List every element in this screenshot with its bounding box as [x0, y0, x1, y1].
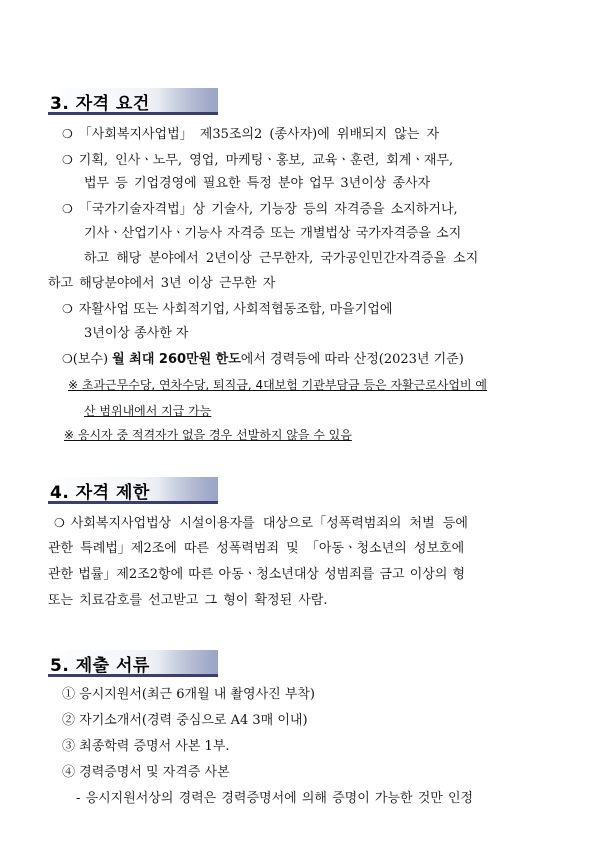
requirement-2: ❍ 기획, 인사ㆍ노무, 영업, 마케팅ㆍ홍보, 교육ㆍ훈련, 회계ㆍ재무, [62, 153, 454, 168]
restriction-line-2: 관한 특례법」제2조에 따른 성폭력범죄 및 「아동ㆍ청소년의 성보호에 [48, 541, 465, 556]
bullet-icon: ❍ [62, 352, 73, 366]
restriction-line-1: ❍ 사회복지사업법상 시설이용자를 대상으로「성폭력범죄의 처벌 등에 [54, 516, 468, 531]
requirement-3-cont-2: 하고 해당 분야에서 2년이상 근무한자, 국가공인민간자격증을 소지 [84, 251, 479, 266]
requirement-4-cont: 3년이상 종사한 자 [84, 326, 189, 341]
section-3-header [48, 88, 218, 115]
section-4-header [48, 477, 218, 504]
bullet-icon: ❍ [62, 153, 73, 167]
bullet-icon: ❍ [54, 516, 65, 530]
section-4-title: 4. 자격 제한 [50, 483, 150, 503]
requirement-3-cont-3: 하고 해당분야에서 3년 이상 근무한 자 [48, 276, 276, 291]
note-2: ※ 응시자 중 적격자가 없을 경우 선발하지 않을 수 있음 [64, 428, 352, 442]
requirement-3-cont-1: 기사ㆍ산업기사ㆍ기능사 자격증 또는 개별법상 국가자격증을 소지 [84, 226, 462, 241]
restriction-line-4: 또는 치료감호를 선고받고 그 형이 확정된 사람. [48, 593, 328, 608]
requirement-3: ❍ 「국가기술자격법」상 기술사, 기능장 등의 자격증을 소지하거나, [62, 202, 458, 217]
section-5-header [48, 650, 218, 677]
bullet-icon: ❍ [62, 127, 73, 141]
section-3-title: 3. 자격 요건 [50, 94, 150, 114]
bullet-icon: ❍ [62, 202, 73, 216]
requirement-2-cont: 법무 등 기업경영에 필요한 특정 분야 업무 3년이상 종사자 [84, 176, 431, 191]
document-1: ① 응시지원서(최근 6개월 내 촬영사진 부착) [62, 687, 316, 702]
bullet-icon: ❍ [62, 302, 73, 316]
pay-prefix: (보수) [72, 352, 113, 367]
note-1-cont: 산 범위내에서 지급 가능 [84, 404, 212, 418]
header-gradient [158, 477, 218, 501]
requirement-4: ❍ 자활사업 또는 사회적기업, 사회적협동조합, 마을기업에 [62, 302, 393, 317]
requirement-1: ❍ 「사회복지사업법」 제35조의2 (종사자)에 위배되지 않는 자 [62, 127, 440, 142]
header-gradient [158, 88, 218, 112]
pay-info [62, 351, 464, 368]
document-3: ③ 최종학력 증명서 사본 1부. [62, 739, 230, 754]
section-5-title: 5. 제출 서류 [50, 656, 150, 676]
document-note: - 응시지원서상의 경력은 경력증명서에 의해 증명이 가능한 것만 인정 [76, 791, 474, 806]
document-4: ④ 경력증명서 및 자격증 사본 [62, 765, 230, 780]
pay-amount: 월 최대 260만원 한도 [112, 352, 241, 367]
document-2: ② 자기소개서(경력 중심으로 A4 3매 이내) [62, 713, 308, 728]
restriction-line-3: 관한 법률」제2조2항에 따른 아동ㆍ청소년대상 성범죄를 금고 이상의 형 [48, 567, 466, 582]
pay-suffix: 에서 경력등에 따라 산정(2023년 기준) [240, 352, 464, 367]
header-gradient [158, 650, 218, 674]
note-1: ※ 초과근무수당, 연차수당, 퇴직금, 4대보험 기관부담금 등은 자활근로사업비 예 [68, 378, 488, 392]
